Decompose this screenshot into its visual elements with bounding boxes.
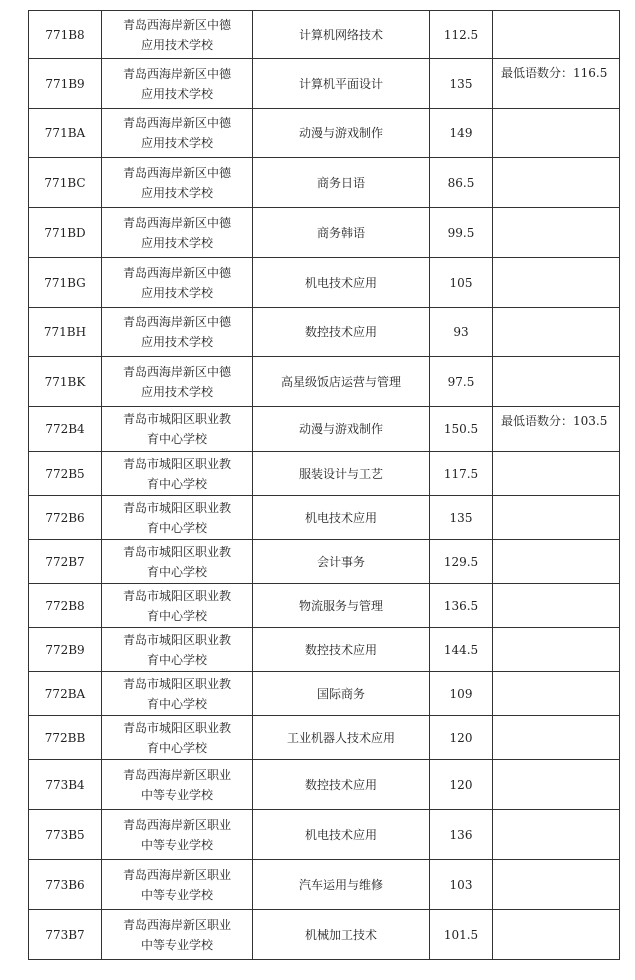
school-name-cell [102,407,253,452]
school-name-line: 青岛西海岸新区中德 [122,315,231,329]
major-code-cell: 772BB [29,716,102,760]
major-code-cell: 772BA [29,672,102,716]
school-name-line: 应用技术学校 [140,335,213,349]
table-row [29,109,620,158]
school-name-line: 青岛市城阳区职业教 [122,720,231,735]
major-name-cell: 计算机平面设计 [253,59,430,109]
remark-cell [493,672,620,716]
remark-cell [493,208,620,258]
major-code-cell: 772B8 [29,584,102,628]
school-name-line: 青岛西海岸新区中德 [122,215,231,230]
table-row [29,672,620,716]
remark-cell [493,540,620,584]
school-name-line: 育中心学校 [146,696,207,711]
remark-cell: 最低语数分：116.5 [493,59,620,109]
admission-score-table [28,10,620,960]
school-name-cell [102,910,253,960]
school-name-line: 青岛西海岸新区中德 [122,364,231,379]
school-name-line: 中等专业学校 [140,837,213,852]
school-name-line: 青岛市城阳区职业教 [122,676,231,691]
major-code-cell: 772B7 [29,540,102,584]
min-score-cell: 120 [430,760,493,810]
table-row [29,258,620,308]
school-name-line: 青岛西海岸新区职业 [122,867,231,882]
remark-cell [493,11,620,59]
min-score-cell: 117.5 [430,452,493,496]
table-row [29,208,620,258]
min-score-cell: 112.5 [430,11,493,59]
school-name-cell [102,258,253,308]
min-score-cell: 120 [430,716,493,760]
major-code-cell: 772B5 [29,452,102,496]
major-code-cell: 771BC [29,158,102,208]
table-row [29,860,620,910]
school-name-line: 中等专业学校 [140,787,213,802]
school-name-line: 育中心学校 [146,564,207,579]
major-code-cell: 771BK [29,357,102,407]
school-name-line: 应用技术学校 [140,235,213,250]
major-name-cell: 机电技术应用 [253,496,430,540]
major-code-cell: 772B4 [29,407,102,452]
table-row [29,584,620,628]
school-name-cell [102,158,253,208]
remark-cell [493,760,620,810]
min-score-cell: 103 [430,860,493,910]
table-row [29,910,620,960]
major-name-cell: 数控技术应用 [253,308,430,357]
major-code-cell: 773B4 [29,760,102,810]
school-name-line: 应用技术学校 [140,86,213,101]
school-name-cell [102,810,253,860]
major-name-cell: 数控技术应用 [253,628,430,672]
school-name-line: 应用技术学校 [140,384,213,399]
school-name-cell [102,357,253,407]
min-score-cell: 105 [430,258,493,308]
remark-cell [493,628,620,672]
major-code-cell: 772B6 [29,496,102,540]
school-name-line: 青岛市城阳区职业教 [122,456,231,471]
min-score-cell: 149 [430,109,493,158]
major-name-cell: 工业机器人技术应用 [253,716,430,760]
school-name-cell [102,672,253,716]
major-code-cell: 772B9 [29,628,102,672]
school-name-cell [102,308,253,357]
remark-cell [493,308,620,357]
major-name-cell: 动漫与游戏制作 [253,407,430,452]
school-name-cell [102,584,253,628]
school-name-cell [102,452,253,496]
school-name-line: 中等专业学校 [140,887,213,902]
major-name-cell: 会计事务 [253,540,430,584]
min-score-cell: 150.5 [430,407,493,452]
school-name-cell [102,716,253,760]
remark-cell: 最低语数分：103.5 [493,407,620,452]
school-name-cell [102,628,253,672]
major-code-cell: 771BH [29,308,102,357]
major-name-cell: 动漫与游戏制作 [253,109,430,158]
min-score-cell: 136 [430,810,493,860]
table-row [29,810,620,860]
school-name-cell [102,540,253,584]
min-score-cell: 101.5 [430,910,493,960]
school-name-cell [102,760,253,810]
min-score-cell: 99.5 [430,208,493,258]
major-name-cell: 服装设计与工艺 [253,452,430,496]
major-code-cell: 773B7 [29,910,102,960]
major-code-cell: 773B6 [29,860,102,910]
remark-cell [493,452,620,496]
major-name-cell: 物流服务与管理 [253,584,430,628]
major-code-cell: 771BA [29,109,102,158]
school-name-line: 育中心学校 [146,740,207,755]
table-row [29,540,620,584]
table-row [29,716,620,760]
major-name-cell: 机电技术应用 [253,258,430,308]
major-name-cell: 商务韩语 [253,208,430,258]
major-name-cell: 商务日语 [253,158,430,208]
table-row [29,357,620,407]
major-name-cell: 国际商务 [253,672,430,716]
school-name-line: 青岛市城阳区职业教 [122,544,231,559]
remark-cell [493,357,620,407]
table-row [29,496,620,540]
table-row [29,59,620,109]
school-name-line: 应用技术学校 [140,37,213,52]
remark-cell [493,496,620,540]
table-row [29,308,620,357]
school-name-line: 应用技术学校 [140,185,213,200]
school-name-line: 青岛市城阳区职业教 [122,500,231,515]
school-name-line: 青岛市城阳区职业教 [122,632,231,647]
school-name-line: 青岛西海岸新区职业 [122,917,231,932]
remark-cell [493,860,620,910]
min-score-cell: 136.5 [430,584,493,628]
remark-cell [493,810,620,860]
school-name-line: 青岛市城阳区职业教 [122,588,231,603]
min-score-cell: 144.5 [430,628,493,672]
school-name-line: 青岛西海岸新区中德 [122,265,231,280]
school-name-cell [102,208,253,258]
school-name-cell [102,496,253,540]
remark-cell [493,109,620,158]
min-score-cell: 93 [430,308,493,357]
min-score-cell: 129.5 [430,540,493,584]
school-name-cell [102,109,253,158]
school-name-cell [102,59,253,109]
school-name-cell [102,11,253,59]
school-name-line: 青岛西海岸新区中德 [122,165,231,180]
school-name-line: 育中心学校 [146,520,207,535]
school-name-line: 中等专业学校 [140,937,213,952]
major-code-cell: 773B5 [29,810,102,860]
table-body [29,11,620,960]
major-name-cell: 高星级饭店运营与管理 [253,357,430,407]
remark-cell [493,910,620,960]
major-code-cell: 771B9 [29,59,102,109]
table-row [29,628,620,672]
remark-cell [493,258,620,308]
table-row [29,760,620,810]
major-code-cell: 771BG [29,258,102,308]
major-code-cell: 771BD [29,208,102,258]
school-name-cell [102,860,253,910]
school-name-line: 青岛市城阳区职业教 [122,412,231,426]
school-name-line: 育中心学校 [146,652,207,667]
school-name-line: 应用技术学校 [140,285,213,300]
major-name-cell: 汽车运用与维修 [253,860,430,910]
min-score-cell: 135 [430,496,493,540]
school-name-line: 青岛西海岸新区职业 [122,817,231,832]
school-name-line: 青岛西海岸新区中德 [122,116,231,130]
table-row [29,452,620,496]
min-score-cell: 97.5 [430,357,493,407]
table-row [29,11,620,59]
table-row [29,407,620,452]
min-score-cell: 109 [430,672,493,716]
major-name-cell: 计算机网络技术 [253,11,430,59]
school-name-line: 育中心学校 [146,608,207,623]
table-row [29,158,620,208]
min-score-cell: 135 [430,59,493,109]
remark-cell [493,584,620,628]
min-score-cell: 86.5 [430,158,493,208]
major-name-cell: 数控技术应用 [253,760,430,810]
major-name-cell: 机械加工技术 [253,910,430,960]
school-name-line: 青岛西海岸新区职业 [122,767,231,782]
remark-cell [493,716,620,760]
school-name-line: 青岛西海岸新区中德 [122,17,231,32]
school-name-line: 育中心学校 [146,476,207,491]
school-name-line: 育中心学校 [146,432,207,446]
major-code-cell: 771B8 [29,11,102,59]
remark-cell [493,158,620,208]
major-name-cell: 机电技术应用 [253,810,430,860]
school-name-line: 应用技术学校 [140,136,213,150]
school-name-line: 青岛西海岸新区中德 [122,66,231,81]
